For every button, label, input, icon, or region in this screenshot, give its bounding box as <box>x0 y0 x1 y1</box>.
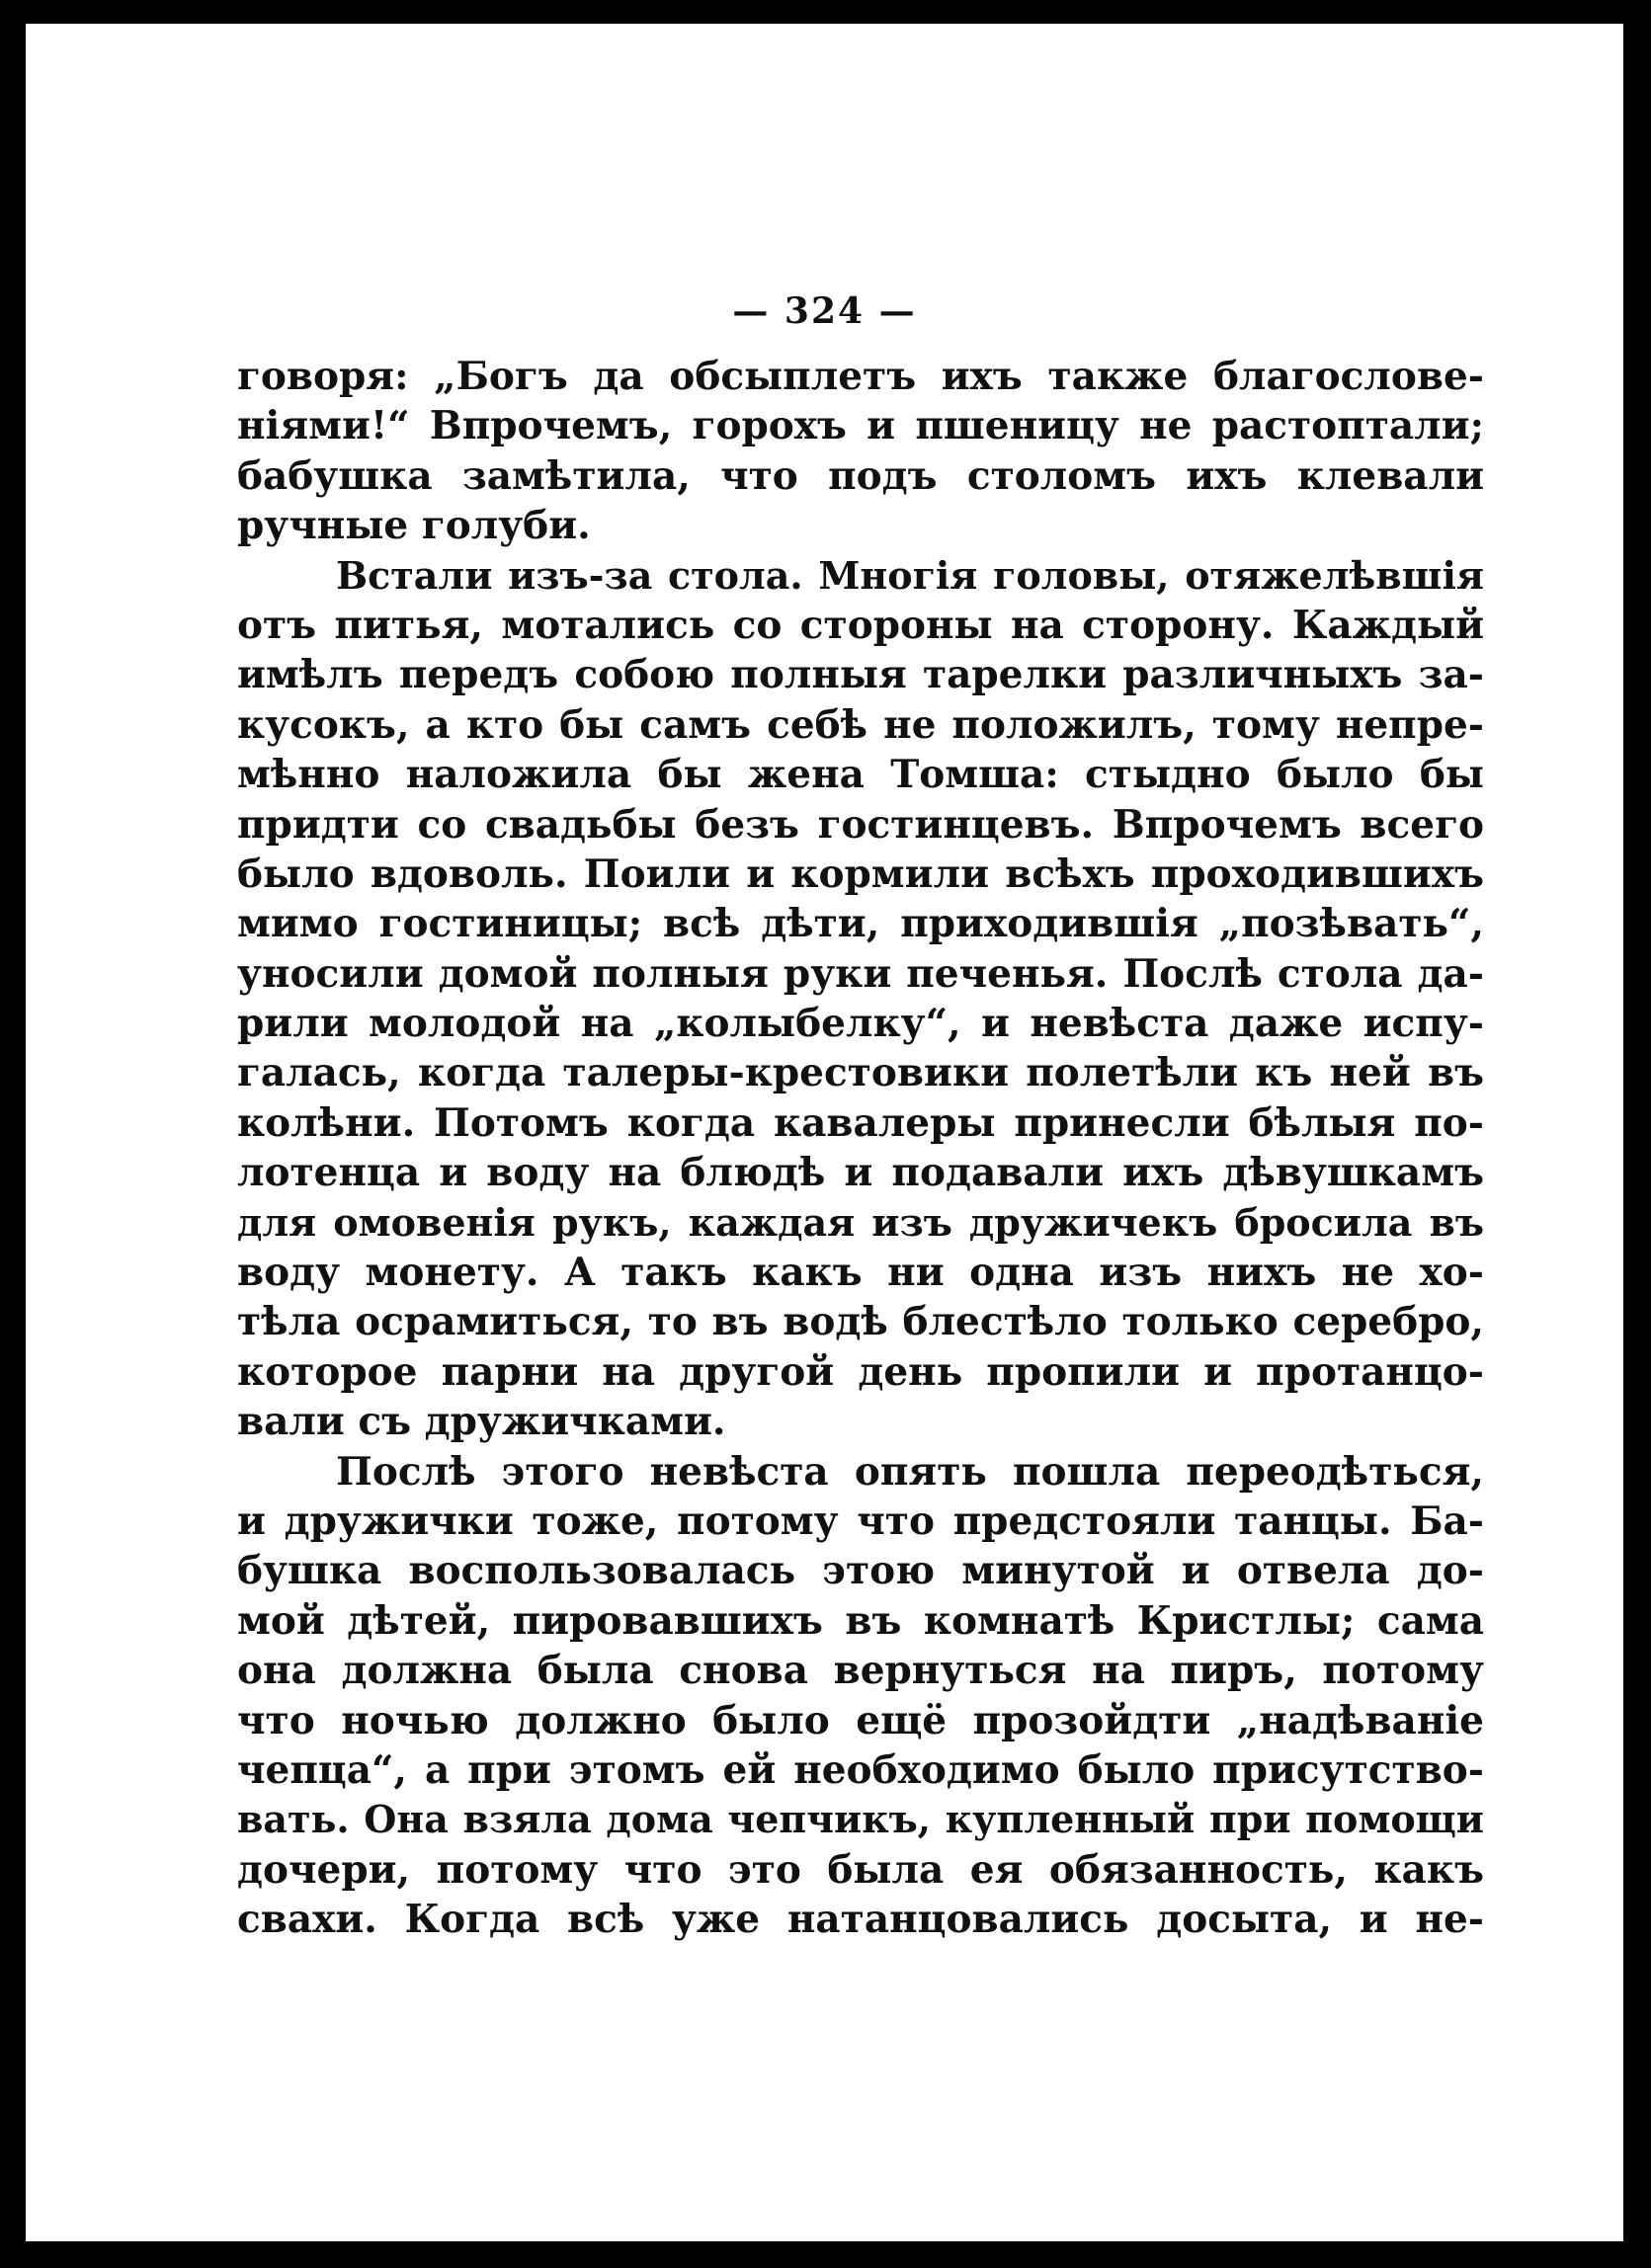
text-line: уносили домой полныя руки печенья. Послѣ стола да- <box>237 950 1484 997</box>
text-line: галась, когда талеры-крестовики полетѣли къ ней въ <box>237 1050 1484 1096</box>
text-line: вать. Она взяла дома чепчикъ, купленный при помощи <box>237 1797 1484 1842</box>
text-line: она должна была снова вернуться на пиръ, потому <box>237 1648 1484 1694</box>
text-line: чепца“, а при этомъ ей необходимо было присутство- <box>237 1746 1484 1793</box>
text-body <box>237 352 1484 1945</box>
text-line: имѣлъ передъ собою полныя тарелки различныхъ за- <box>237 652 1484 698</box>
text-line: отъ питья, мотались со стороны на сторону. Каждый <box>237 602 1484 648</box>
text-line: воду монету. А такъ какъ ни одна изъ нихъ не хо- <box>237 1250 1484 1296</box>
text-line: что ночью должно было ещё прозойдти „надѣваніе <box>237 1697 1484 1743</box>
text-line: Встали изъ-за стола. Многія головы, отяжелѣвшія <box>336 552 1484 598</box>
text-line: вали съ дружичками. <box>237 1399 726 1445</box>
text-line: мѣнно наложила бы жена Томша: стыдно было бы <box>237 752 1484 798</box>
book-page <box>26 24 1623 2241</box>
text-line: для омовенія рукъ, каждая изъ дружичекъ бросила въ <box>237 1199 1484 1245</box>
text-line: колѣни. Потомъ когда кавалеры принесли бѣлыя по- <box>237 1099 1484 1146</box>
text-line: бабушка замѣтила, что подъ столомъ ихъ клевали <box>237 452 1484 499</box>
text-line: мимо гостиницы; всѣ дѣти, приходившія „позѣвать“, <box>237 901 1484 947</box>
text-line: кусокъ, а кто бы самъ себѣ не положилъ, тому непре- <box>237 701 1484 748</box>
text-line: дочери, потому что это была ея обязанность, какъ <box>237 1846 1484 1893</box>
text-line: ручные голуби. <box>237 503 591 549</box>
text-line: рили молодой на „колыбелку“, и невѣста даже испу- <box>237 1001 1484 1047</box>
text-line: придти со свадьбы безъ гостинцевъ. Впрочемъ всего <box>237 801 1484 848</box>
page-number: — 324 — <box>732 290 917 332</box>
text-line: говоря: „Богъ да обсыплетъ ихъ также благослове- <box>237 354 1484 399</box>
text-line: Послѣ этого невѣста опять пошла переодѣться, <box>336 1448 1484 1495</box>
text-line: которое парни на другой день пропили и протанцо- <box>237 1348 1484 1395</box>
text-line: мой дѣтей, пировавшихъ въ комнатѣ Кристлы; сама <box>237 1597 1484 1644</box>
text-line: ніями!“ Впрочемъ, горохъ и пшеницу не растоптали; <box>237 403 1484 449</box>
text-line: было вдоволь. Поили и кормили всѣхъ проходившихъ <box>237 850 1484 897</box>
text-line: лотенца и воду на блюдѣ и подавали ихъ дѣвушкамъ <box>237 1150 1484 1196</box>
text-line: и дружички тоже, потому что предстояли танцы. Ба- <box>237 1498 1484 1544</box>
text-line: тѣла осрамиться, то въ водѣ блестѣло только серебро, <box>237 1299 1484 1345</box>
text-line: свахи. Когда всѣ уже натанцовались досыта, и не- <box>237 1897 1484 1943</box>
text-line: бушка воспользовалась этою минутой и отвела до- <box>237 1548 1484 1594</box>
